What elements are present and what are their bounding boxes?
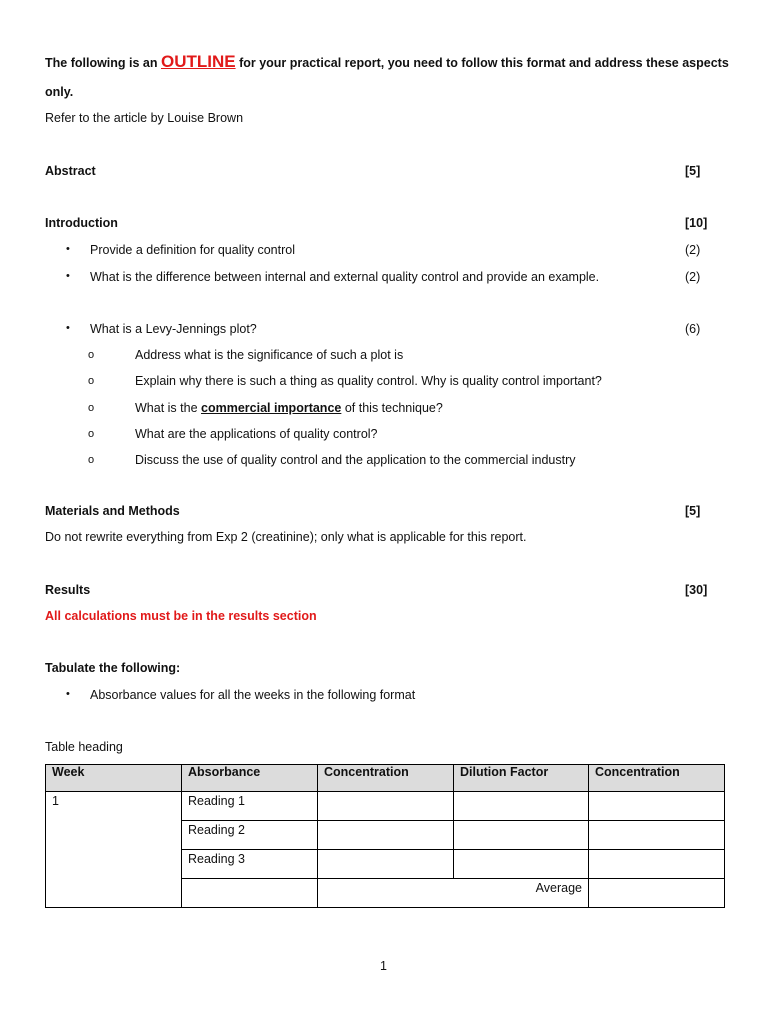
table-cell [454,821,589,850]
commercial-importance: commercial importance [201,401,342,415]
average-value-cell [589,879,725,908]
table-cell [454,850,589,879]
header-dilution-factor: Dilution Factor [454,765,589,792]
reading-label: Reading 2 [182,821,318,850]
materials-marks: [5] [685,504,701,518]
intro-text-post: for your practical report, you need to follow this format and address these aspects [239,56,729,70]
sub-item-significance: Address what is the significance of such a plot is [135,348,404,362]
intro-item-3: What is a Levy-Jennings plot? [90,322,257,336]
reading-label: Reading 3 [182,850,318,879]
sub-bullet-icon: o [88,375,95,387]
bullet-icon: • [66,243,70,255]
table-cell [589,792,725,821]
intro-line-1 [45,52,729,72]
table-header-row [46,765,725,792]
intro-item-2: What is the difference between internal and external quality control and provide an example. [90,270,600,284]
intro-item-1-marks: (2) [685,243,701,257]
commercial-pre: What is the [135,401,198,415]
commercial-post: of this technique? [344,401,443,415]
tabulate-heading: Tabulate the following: [45,661,181,675]
abstract-marks: [5] [685,164,701,178]
abstract-heading: Abstract [45,164,96,178]
bullet-icon: • [66,322,70,334]
table-cell [182,879,318,908]
sub-item-why-qc: Explain why there is such a thing as quality control. Why is quality control important? [135,374,602,388]
page-number: 1 [380,959,387,973]
sub-bullet-icon: o [88,428,95,440]
header-week: Week [46,765,182,792]
materials-text: Do not rewrite everything from Exp 2 (creatinine); only what is applicable for this report. [45,530,527,544]
intro-item-2-marks: (2) [685,270,701,284]
reading-label: Reading 1 [182,792,318,821]
sub-bullet-icon: o [88,454,95,466]
bullet-icon: • [66,270,70,282]
table-cell [589,821,725,850]
sub-item-commercial [135,401,443,415]
absorbance-table [45,764,725,908]
table-row [46,792,725,821]
introduction-heading: Introduction [45,216,118,230]
introduction-marks: [10] [685,216,708,230]
intro-text-pre: The following is an [45,56,158,70]
table-caption: Table heading [45,740,123,754]
reference-text: Refer to the article by Louise Brown [45,111,244,125]
average-label: Average [318,879,589,908]
table-cell [318,850,454,879]
header-absorbance: Absorbance [182,765,318,792]
sub-bullet-icon: o [88,402,95,414]
header-concentration-final: Concentration [589,765,725,792]
week-cell: 1 [46,792,182,908]
materials-heading: Materials and Methods [45,504,180,518]
results-marks: [30] [685,583,708,597]
intro-line-2: only. [45,85,74,99]
bullet-icon: • [66,688,70,700]
results-heading: Results [45,583,91,597]
tabulate-item: Absorbance values for all the weeks in the following format [90,688,416,702]
sub-item-discuss: Discuss the use of quality control and the application to the commercial industry [135,453,576,467]
results-note: All calculations must be in the results section [45,609,317,623]
table-cell [589,850,725,879]
sub-item-applications: What are the applications of quality control? [135,427,378,441]
table-cell [318,821,454,850]
table-cell [318,792,454,821]
intro-item-3-marks: (6) [685,322,701,336]
outline-word: OUTLINE [160,52,236,71]
header-concentration: Concentration [318,765,454,792]
intro-item-1: Provide a definition for quality control [90,243,295,257]
table-cell [454,792,589,821]
sub-bullet-icon: o [88,349,95,361]
